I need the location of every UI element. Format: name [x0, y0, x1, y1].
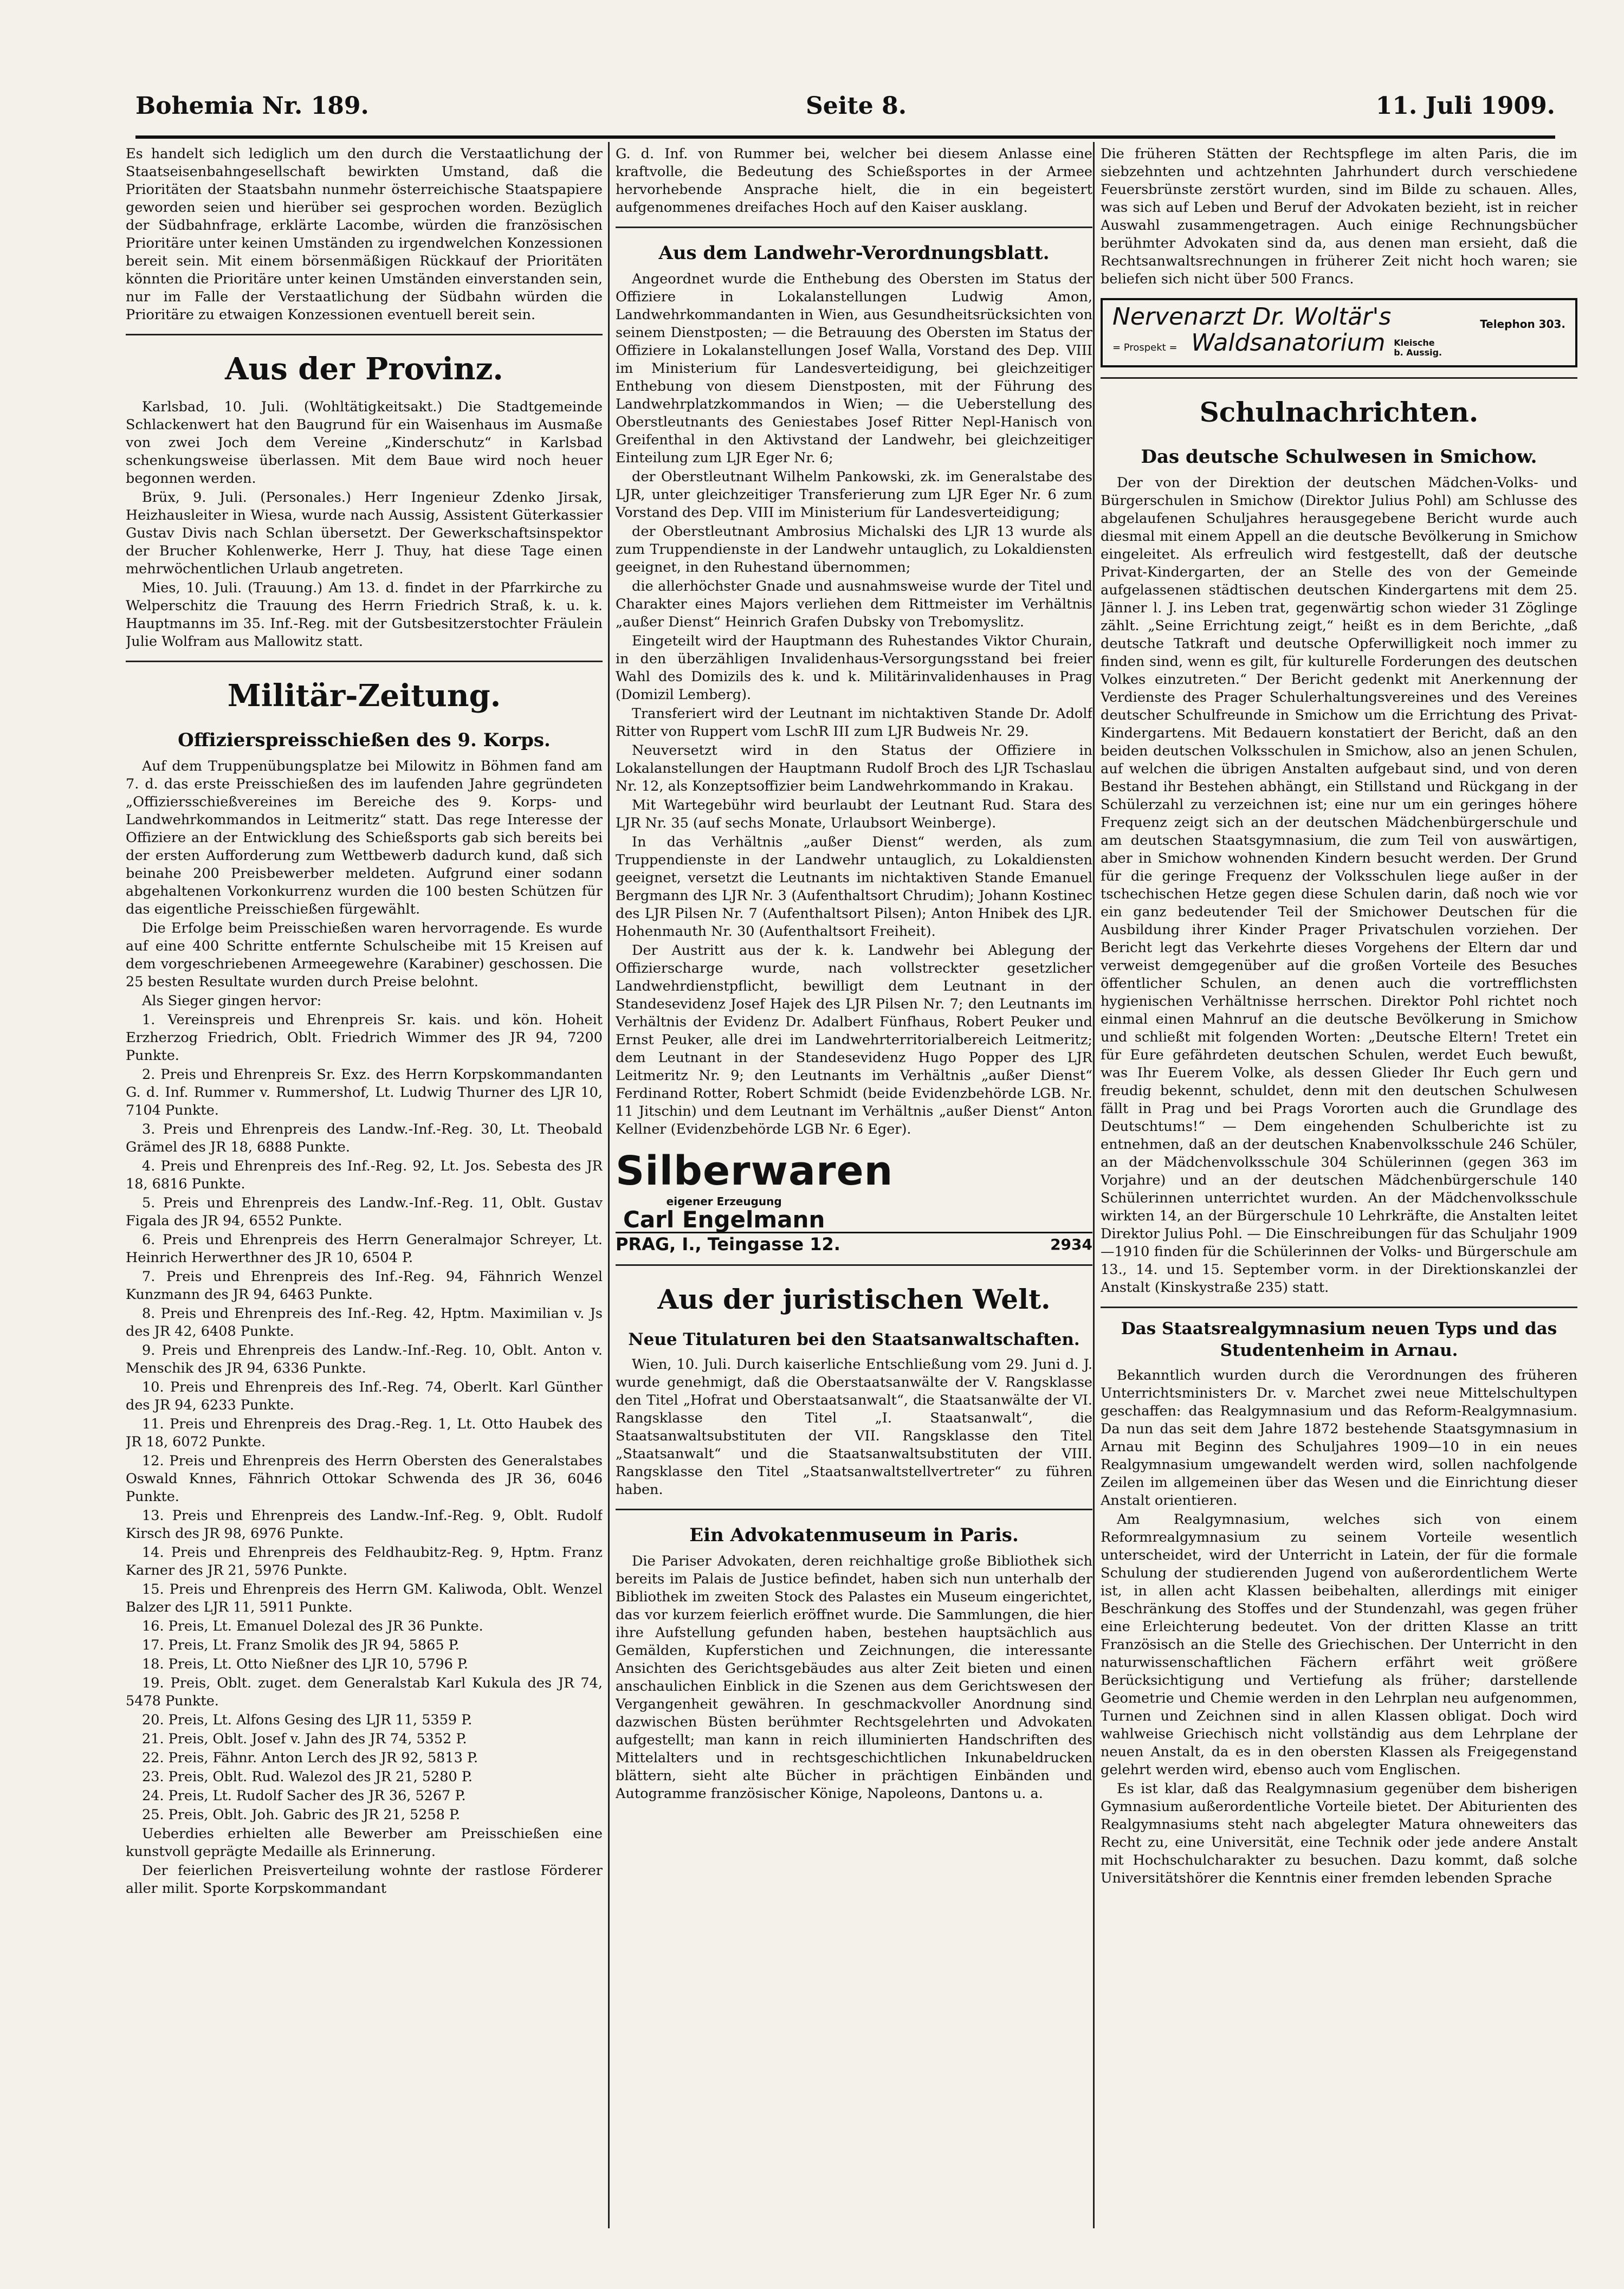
article-text: Am Realgymnasium, welches sich von einem Reformrealgymnasium zu seinem Vorteile wesentlich unterscheidet, wird der Unterricht in Latein, der für die formale Schulung der studierenden Jugend von außerordentlichem Werte ist, in allen acht Klassen beibehalten, allerdings mit einiger Beschränkung des Stoffes und der Stundenzahl, was gegen früher eine Erleichterung bedeutet. Von der dritten Klasse an tritt Französisch an die Stelle des Griechischen. Der Unterricht in den naturwissenschaftlichen Fächern erfährt weit größere Berücksichtigung und Vertiefung als früher; darstellende Geometrie und Chemie werden in den Lehrplan neu aufgenommen, Turnen und Zeichnen sind in allen Klassen obligat. Doch wird wahlweise Griechisch nicht vollständig aus dem Lehrplane der neuen Anstalt, da es in den obersten Klassen als Freigegenstand gelehrt werden wird, ebenso auch vom Englischen. — [1101, 1511, 1577, 1778]
list-item: 23. Preis, Oblt. Rud. Walezol des JR 21, 5280 P. — [142, 1769, 473, 1785]
article-text: Die Pariser Advokaten, deren reichhaltige große Bibliothek sich bereits im Palais de Justice befindet, haben sich nun unterhalb der Bibliothek im zweiten Stock des Palastes ein Museum eingerichtet, das vor kurzem feierlich eröffnet wurde. Die Sammlungen, die hier ihre Aufstellung gefunden haben, bestehen hauptsächlich aus Gemälden, Kupferstichen und Zeichnungen, die interessante Ansichten des Gerichtsgebäudes aus alter Zeit bieten und einen anschaulichen Einblick in die Szenen aus dem Gerichtswesen der Vergangenheit gewähren. In geschmackvoller Anordnung sind dazwischen Büsten berühmter Rechtsgelehrten und Advokaten aufgestellt; man kann in reich illuminierten Handschriften des Mittelalters und in rechtsgeschichtlichen Inkunabeldrucken blättern, sieht alte Bücher in prächtigen Einbänden und Autogramme französischer Könige, Napoleons, Dantons u. a. — [616, 1553, 1092, 1802]
ad-producer — [623, 1193, 825, 1233]
list-item: 13. Preis und Ehrenpreis des Landw.-Inf.-Reg. 9, Oblt. Rudolf Kirsch des JR 98, 6976 Punkte. — [126, 1508, 603, 1542]
list-item: 7. Preis und Ehrenpreis des Inf.-Reg. 94, Fähnrich Wenzel Kunzmann des JR 94, 6463 Punkte. — [126, 1269, 603, 1303]
section-rule — [616, 1264, 1092, 1266]
ad-telephone: Telephon 303. — [1480, 318, 1565, 331]
section-title-militaer: Militär-Zeitung. — [227, 678, 501, 714]
news-item: Mies, 10. Juli. (Trauung.) Am 13. d. findet in der Pfarrkirche zu Welperschitz die Trauung des Herrn Friedrich Straß, k. u. k. Hauptmanns im 35. Inf.-Reg. mit der Gutsbesitzerstochter Fräulein Julie Wolfram aus Mallowitz statt. — [126, 580, 603, 650]
article-text: Transferiert wird der Leutnant im nichtaktiven Stande Dr. Adolf Ritter von Ruppert vom LschR III zum LJR Budweis Nr. 29. — [616, 706, 1092, 740]
ad-doctor-name: Nervenarzt Dr. Woltär's — [1112, 303, 1392, 331]
section-title-provinz: Aus der Provinz. — [225, 351, 503, 387]
advertisement-silberwaren — [616, 1149, 1092, 1253]
list-item: 15. Preis und Ehrenpreis des Herrn GM. Kaliwoda, Oblt. Wenzel Balzer des LJR 11, 5911 Punkte. — [126, 1581, 603, 1615]
article-text: die allerhöchster Gnade und ausnahmsweise wurde der Titel und Charakter eines Majors verliehen dem Rittmeister im Verhältnis „außer Dienst“ Heinrich Grafen Dubsky von Trebomyslitz. — [616, 578, 1092, 630]
article-text: Als Sieger gingen hervor: — [142, 993, 322, 1009]
column-2 — [616, 145, 1092, 2226]
column-divider — [1093, 142, 1095, 2228]
masthead-issue: Bohemia Nr. 189. — [135, 92, 369, 120]
ad-address: PRAG, I., Teingasse 12. — [616, 1234, 840, 1255]
article-text: Neuversetzt wird in den Status der Offiziere in Lokalanstellungen der Hauptmann Rudolf Broch des LJR Tschaslau Nr. 12, als Konzeptsoffizier beim Landwehrkommando in Krakau. — [616, 742, 1092, 794]
list-item: 11. Preis und Ehrenpreis des Drag.-Reg. 1, Lt. Otto Haubek des JR 18, 6072 Punkte. — [126, 1416, 603, 1450]
article-text: Auf dem Truppenübungsplatze bei Milowitz in Böhmen fand am 7. d. das erste Preisschießen des im laufenden Jahre gegründeten „Offiziersschießvereines im Bereiche des 9. Korps- und Landwehrkommandos in Leitmeritz“ statt. Das rege Interesse der Offiziere an der Entwicklung des Schießsports gab sich bereits bei der ersten Aufforderung zum Wettbewerb dadurch kund, daß sich beinahe 200 Preisbewerber meldeten. Aufgrund einer sodann abgehaltenen Vorkonkurrenz wurden die 100 besten Schützen für das eigentliche Preisschießen fürgewählt. — [126, 758, 603, 917]
article-text: Angeordnet wurde die Enthebung des Obersten im Status der Offiziere in Lokalanstellungen Ludwig Amon, Landwehrkommandanten in Wien, aus Gesundheitsrücksichten von seinem Dienstposten; — die Betrauung des Obersten im Status der Offiziere in Lokalanstellungen Josef Walla, Vorstand des Dep. VIII im Ministerium für Landesverteidigung, bei gleichzeitiger Enthebung von diesem Dienstposten, mit der Führung des Landwehrplatzkommandos in Wien; — die Ueberstellung des Oberstleutnants des Geniestabes Josef Ritter Nepl-Hanisch von Greifenthal in den Aktivstand der Landwehr, bei gleichzeitiger Einteilung zum LJR Eger Nr. 6; — [616, 271, 1092, 466]
article-text: Der feierlichen Preisverteilung wohnte der rastlose Förderer aller milit. Sporte Korpskommandant — [126, 1863, 603, 1897]
list-item: 14. Preis und Ehrenpreis des Feldhaubitz-Reg. 9, Hptm. Franz Karner des JR 21, 5976 Punkte. — [126, 1544, 603, 1579]
article-text: Wien, 10. Juli. Durch kaiserliche Entschließung vom 29. Juni d. J. wurde genehmigt, daß die Oberstaatsanwälte der V. Rangsklasse den Titel „Hofrat und Oberstaatsanwalt“, die Staatsanwälte der VI. Rangsklasse den Titel „I. Staatsanwalt“, die Staatsanwaltsubstituten der VII. Rangsklasse den Titel „Staatsanwalt“ und die Staatsanwaltsubstituten der VIII. Rangsklasse den Titel „Staatsanwaltstellvertreter“ zu führen haben. — [616, 1356, 1092, 1498]
news-item: Karlsbad, 10. Juli. (Wohltätigkeitsakt.) Die Stadtgemeinde Schlackenwert hat den Baugrund für ein Waisenhaus im Ausmaße von zwei Joch dem Vereine „Kinderschutz“ in Karlsbad schenkungsweise überlassen. Mit dem Baue wird noch heuer begonnen werden. — [126, 399, 603, 487]
list-item: 25. Preis, Oblt. Joh. Gabric des JR 21, 5258 P. — [142, 1807, 461, 1823]
list-item: 2. Preis und Ehrenpreis Sr. Exz. des Herrn Korpskommandanten G. d. Inf. Rummer v. Rummershof, Lt. Ludwig Thurner des LJR 10, 7104 Punkte. — [126, 1066, 603, 1118]
section-title-juristisch: Aus der juristischen Welt. — [657, 1283, 1051, 1315]
masthead-date: 11. Juli 1909. — [1375, 92, 1555, 120]
list-item: 20. Preis, Lt. Alfons Gesing des LJR 11, 5359 P. — [142, 1712, 473, 1728]
list-item: 5. Preis und Ehrenpreis des Landw.-Inf.-Reg. 11, Oblt. Gustav Figala des JR 94, 6552 Punkte. — [126, 1195, 603, 1229]
article-title: Neue Titulaturen bei den Staatsanwaltschaften. — [628, 1330, 1080, 1349]
list-item: 3. Preis und Ehrenpreis des Landw.-Inf.-Reg. 30, Lt. Theobald Grämel des JR 18, 6888 Punkte. — [126, 1121, 603, 1155]
news-item: Brüx, 9. Juli. (Personales.) Herr Ingenieur Zdenko Jirsak, Heizhausleiter in Wiesa, wurde nach Aussig, Assistent Güterkassier Gustav Divis nach Schlan übersetzt. Der Gewerkschaftsinspektor der Brucher Kohlenwerke, Herr J. Thuy, hat diese Tage einen mehrwöchentlichen Urlaub angetreten. — [126, 489, 603, 577]
article-title: Offizierspreisschießen des 9. Korps. — [178, 729, 551, 751]
list-item: 6. Preis und Ehrenpreis des Herrn Generalmajor Schreyer, Lt. Heinrich Herwerthner des JR 10, 6504 P. — [126, 1232, 603, 1266]
article-text: Eingeteilt wird der Hauptmann des Ruhestandes Viktor Churain, in den überzähligen Invalidenhaus-Versorgungsstand bei freier Wahl des Domizils des k. und k. Militärinvalidenhauses in Prag (Domizil Lemberg). — [616, 633, 1092, 703]
list-item: 16. Preis, Lt. Emanuel Dolezal des JR 36 Punkte. — [142, 1618, 483, 1634]
ad-headline: Silberwaren — [616, 1148, 894, 1194]
section-rule — [1101, 377, 1577, 379]
article-text: Bekanntlich wurden durch die Verordnungen des früheren Unterrichtsministers Dr. v. Marchet zwei neue Mittelschultypen geschaffen: das Realgymnasium und das Reform-Realgymnasium. Da nun das seit dem Jahre 1872 bestehende Staatsgymnasium in Arnau mit Beginn des Schuljahres 1909—10 in ein neues Realgymnasium umgewandelt werden wird, sollen nachfolgende Zeilen im allgemeinen über das Wesen und die Einrichtung dieser Anstalt orientieren. — [1101, 1367, 1577, 1509]
ad-place-line: Kleische — [1394, 338, 1435, 348]
section-rule — [1101, 1307, 1577, 1308]
list-item: 9. Preis und Ehrenpreis des Landw.-Inf.-Reg. 10, Oblt. Anton v. Menschik des JR 94, 6336 Punkte. — [126, 1342, 603, 1376]
column-1 — [126, 145, 603, 2226]
list-item: 1. Vereinspreis und Ehrenpreis Sr. kais. und kön. Hoheit Erzherzog Friedrich, Oblt. Friedrich Wimmer des JR 94, 7200 Punkte. — [126, 1012, 603, 1064]
section-title-schul: Schulnachrichten. — [1199, 396, 1479, 428]
article-text: Es handelt sich lediglich um den durch die Verstaatlichung der Staatseisenbahngesellschaft bewirkten Umstand, daß die Prioritäten der Staatsbahn nunmehr österreichische Staatspapiere geworden seien und hierüber sei gesprochen worden. Bezüglich der Südbahnfrage, erklärte Lacombe, würden die französischen Prioritäre unter keinen Umständen zu irgendwelchen Konzessionen bereit sein. Mit einem börsenmäßigen Rückkauf der Prioritäten könnten die Prioritäre unter keinen Umständen einverstanden sein, nur im Falle der Verstaatlichung der Südbahn würden die Prioritäre zu etwaigen Konzessionen eventuell bereit sein. — [126, 146, 603, 323]
article-text: Die früheren Stätten der Rechtspflege im alten Paris, die im siebzehnten und achtzehnten Jahrhundert durch verschiedene Feuersbrünste zerstört wurden, sind im Bilde zu schauen. Alles, was sich auf Leben und Beruf der Advokaten bezieht, ist in reicher Auswahl zusammengetragen. Auch einige Rechnungsbücher berühmter Advokaten sind da, aus denen man ersieht, daß die Rechtsanwaltsrechnungen in früherer Zeit nicht hoch waren; sie beliefen sich nicht über 500 Francs. — [1101, 146, 1577, 287]
masthead — [135, 87, 1555, 125]
ad-prospekt: = Prospekt = — [1112, 342, 1177, 353]
column-3 — [1101, 145, 1577, 2226]
list-item: 18. Preis, Lt. Otto Nießner des LJR 10, 5796 P. — [142, 1656, 469, 1672]
list-item: 4. Preis und Ehrenpreis des Inf.-Reg. 92, Lt. Jos. Sebesta des JR 18, 6816 Punkte. — [126, 1158, 603, 1192]
section-rule — [616, 227, 1092, 228]
section-rule — [126, 661, 603, 662]
ad-code: 2934 — [1050, 1236, 1092, 1253]
article-text: Die Erfolge beim Preisschießen waren hervorragende. Es wurde auf eine 400 Schritte entfernte Schulscheibe mit 15 Kreisen auf dem vorgeschriebenen Armeegewehre (Karabiner) geschossen. Die 25 besten Resultate wurden durch Preise belohnt. — [126, 920, 603, 990]
masthead-rule — [135, 135, 1555, 139]
list-item: 19. Preis, Oblt. zuget. dem Generalstab Karl Kukula des JR 74, 5478 Punkte. — [126, 1675, 603, 1709]
article-text: der Oberstleutnant Ambrosius Michalski des LJR 13 wurde als zum Truppendienste in der Landwehr untauglich, zu Lokaldiensten geeignet, in den Ruhestand übernommen; — [616, 523, 1092, 576]
article-text: Der von der Direktion der deutschen Mädchen-Volks- und Bürgerschulen in Smichow (Direktor Julius Pohl) am Schlusse des abgelaufenen Schuljahres herausgegebene Bericht wurde auch diesmal mit einem Appell an die deutsche Bevölkerung in Smichow eingeleitet. Als erfreulich wird festgestellt, daß der deutsche Privat-Kindergarten, der an Stelle des von der Gemeinde aufgelassenen städtischen deutschen Kindergartens mit dem 25. Jänner l. J. ins Leben trat, gegenwärtig schon wieder 31 Zöglinge zählt. „Seine Errichtung zeigt,“ heißt es in dem Berichte, „daß deutsche Tatkraft und deutsche Opferwilligkeit noch immer zu finden sind, wenn es gilt, für kulturelle Forderungen des deutschen Volkes einzutreten.“ Der Bericht gedenkt mit Anerkennung der Verdienste des Prager Schulerhaltungsvereines und des Vereines deutscher Schulfreunde in Smichow um die Errichtung des Privat-Kindergartens. Mit Bedauern konstatiert der Bericht, daß an den beiden deutschen Volksschulen in Smichow, also an jenen Schulen, auf welchen die übrigen Anstalten aufgebaut sind, und von deren Bestand ihr Bestehen abhängt, ein Stillstand und Rückgang in der Schülerzahl zu verzeichnen ist; eine nur um ein geringes höhere Frequenz zeigt sich an der deutschen Mädchenbürgerschule und am deutschen Staatsgymnasium, die zum Teil von auswärtigen, aber in Smichow wohnenden Kindern besucht werden. Der Grund für die geringe Frequenz der Volksschulen liege außer in der tschechischen Hetze gegen diese Schulen darin, daß noch wie vor ein ganz bedeutender Teil der Smichower Deutschen für die Ausbildung ihrer Kinder Prager Privatschulen vorziehen. Der Bericht legt das Verkehrte dieses Vorgehens der Eltern dar und verweist demgegenüber auf die großen Vorteile des Besuches öffentlicher Schulen, an denen auch die vortrefflichsten hygienischen Verhältnisse herrschen. Direktor Pohl richtet noch einmal einen Mahnruf an die deutsche Bevölkerung in Smichow und schließt mit folgenden Worten: „Deutsche Eltern! Tretet ein für Eure gefährdeten deutschen Schulen, werdet Euch bewußt, was Ihr Euerem Volke, als dessen Glieder Ihr Euch gern und freudig bekennt, schuldet, denn mit den deutschen Schulwesen fällt in Prag und bei Prags Vororten auch die Grundlage des Deutschtums!“ — Dem eingehenden Schulberichte ist zu entnehmen, daß an der deutschen Knabenvolksschule 246 Schüler, an der Mädchenvolksschule 304 Schülerinnen (gegen 363 im Vorjahre) und an der deutschen Mädchenbürgerschule 140 Schülerinnen unterrichtet wurden. An der Mädchenvolksschule wirkten 14, an der Bürgerschule 10 Lehrkräfte, die Anstalten leitet Direktor Julius Pohl. — Die Einschreibungen für das Schuljahr 1909—1910 finden für die Schülerinnen der Volks- und Bürgerschule am 13., 14. und 15. September vorm. in der Direktionskanzlei der Anstalt (Kinskystraße 235) statt. — [1101, 475, 1577, 1296]
list-item: 21. Preis, Oblt. Josef v. Jahn des JR 74, 5352 P. — [142, 1731, 467, 1747]
advertisement-waldsanatorium — [1101, 298, 1577, 367]
article-text: Der Austritt aus der k. k. Landwehr bei Ablegung der Offizierscharge wurde, nach vollstreckter gesetzlicher Landwehrdienstpflicht, bewilligt dem Leutnant in der Standesevidenz Josef Hajek des LJR Pilsen Nr. 7; den Leutnants im Verhältnis der Evidenz Dr. Adalbert Fünfhaus, Robert Peuker und Ernst Peuker, alle drei im Landwehrterritorialbereich Leitmeritz; dem Leutnant in der Standesevidenz Hugo Popper des LJR Leitmeritz Nr. 9; den Leutnants im Verhältnis „außer Dienst“ Ferdinand Rotter, Robert Schmidt (beide Evidenzbehörde LGB. Nr. 11 Jitschin) und dem Leutnant im Verhältnis „außer Dienst“ Anton Kellner (Evidenzbehörde LGB Nr. 6 Eger). — [616, 942, 1092, 1137]
ad-place-line: b. Aussig. — [1394, 347, 1442, 358]
article-text: Es ist klar, daß das Realgymnasium gegenüber dem bisherigen Gymnasium außerordentliche Vorteile bietet. Der Abiturienten des Realgymnasiums steht nach abgelegter Matura ohneweiters das Recht zu, eine Universität, eine Technik oder jede andere Anstalt mit Hochschulcharakter zu besuchen. Dazu kommt, daß solche Universitätshörer die Kenntnis einer fremden lebenden Sprache — [1101, 1781, 1577, 1886]
article-title: Das deutsche Schulwesen in Smichow. — [1141, 446, 1537, 468]
column-divider — [608, 142, 610, 2228]
section-rule — [616, 1509, 1092, 1510]
list-item: 8. Preis und Ehrenpreis des Inf.-Reg. 42, Hptm. Maximilian v. Js des JR 42, 6408 Punkte. — [126, 1305, 603, 1340]
ad-firm-name: Carl Engelmann — [623, 1206, 825, 1233]
list-item: 12. Preis und Ehrenpreis des Herrn Obersten des Generalstabes Oswald Knnes, Fähnrich Ottokar Schwenda des JR 36, 6046 Punkte. — [126, 1453, 603, 1505]
article-text: der Oberstleutnant Wilhelm Pankowski, zk. im Generalstabe des LJR, unter gleichzeitiger Transferierung zum LJR Eger Nr. 6 zum Vorstand des Dep. VIII im Ministerium für Landesverteidigung; — [616, 469, 1092, 521]
list-item: 10. Preis und Ehrenpreis des Inf.-Reg. 74, Oberlt. Karl Günther des JR 94, 6233 Punkte. — [126, 1379, 603, 1413]
article-text: Ueberdies erhielten alle Bewerber am Preisschießen eine kunstvoll geprägte Medaille als Erinnerung. — [126, 1826, 603, 1860]
section-title-landwehr: Aus dem Landwehr-Verordnungsblatt. — [658, 242, 1050, 264]
ad-place — [1394, 338, 1442, 358]
ad-tagline: eigener Erzeugung — [666, 1195, 782, 1208]
ad-address-line — [616, 1232, 1092, 1253]
article-title: Ein Advokatenmuseum in Paris. — [689, 1524, 1019, 1546]
article-text: Mit Wartegebühr wird beurlaubt der Leutnant Rud. Stara des LJR Nr. 35 (auf sechs Monate, Urlaubsort Weinberge). — [616, 797, 1092, 831]
article-text: G. d. Inf. von Rummer bei, welcher bei diesem Anlasse eine kraftvolle, die Bedeutung des Schießsportes in der Armee hervorhebende Ansprache hielt, die in ein begeistert aufgenommenes dreifaches Hoch auf den Kaiser ausklang. — [616, 146, 1092, 216]
article-title: Das Staatsrealgymnasium neuen Typs und das Studentenheim in Arnau. — [1121, 1319, 1557, 1360]
masthead-page-number: Seite 8. — [805, 92, 907, 120]
list-item: 17. Preis, Lt. Franz Smolik des JR 94, 5865 P. — [142, 1637, 460, 1653]
article-text: In das Verhältnis „außer Dienst“ werden, als zum Truppendienste in der Landwehr untauglich, zu Lokaldiensten geeignet, versetzt die Leutnants im nichtaktiven Stande Emanuel Bergmann des LJR Nr. 3 (Aufenthaltsort Chrudim); Johann Kostinec des LJR Pilsen Nr. 7 (Aufenthaltsort Pilsen); Anton Hnibek des LJR. Hohenmauth Nr. 30 (Aufenthaltsort Freiheit). — [616, 834, 1092, 940]
list-item: 22. Preis, Fähnr. Anton Lerch des JR 92, 5813 P. — [142, 1750, 478, 1766]
list-item: 24. Preis, Lt. Rudolf Sacher des JR 36, 5267 P. — [142, 1788, 466, 1804]
section-rule — [126, 334, 603, 335]
ad-sanatorium-name: Waldsanatorium — [1191, 329, 1386, 357]
